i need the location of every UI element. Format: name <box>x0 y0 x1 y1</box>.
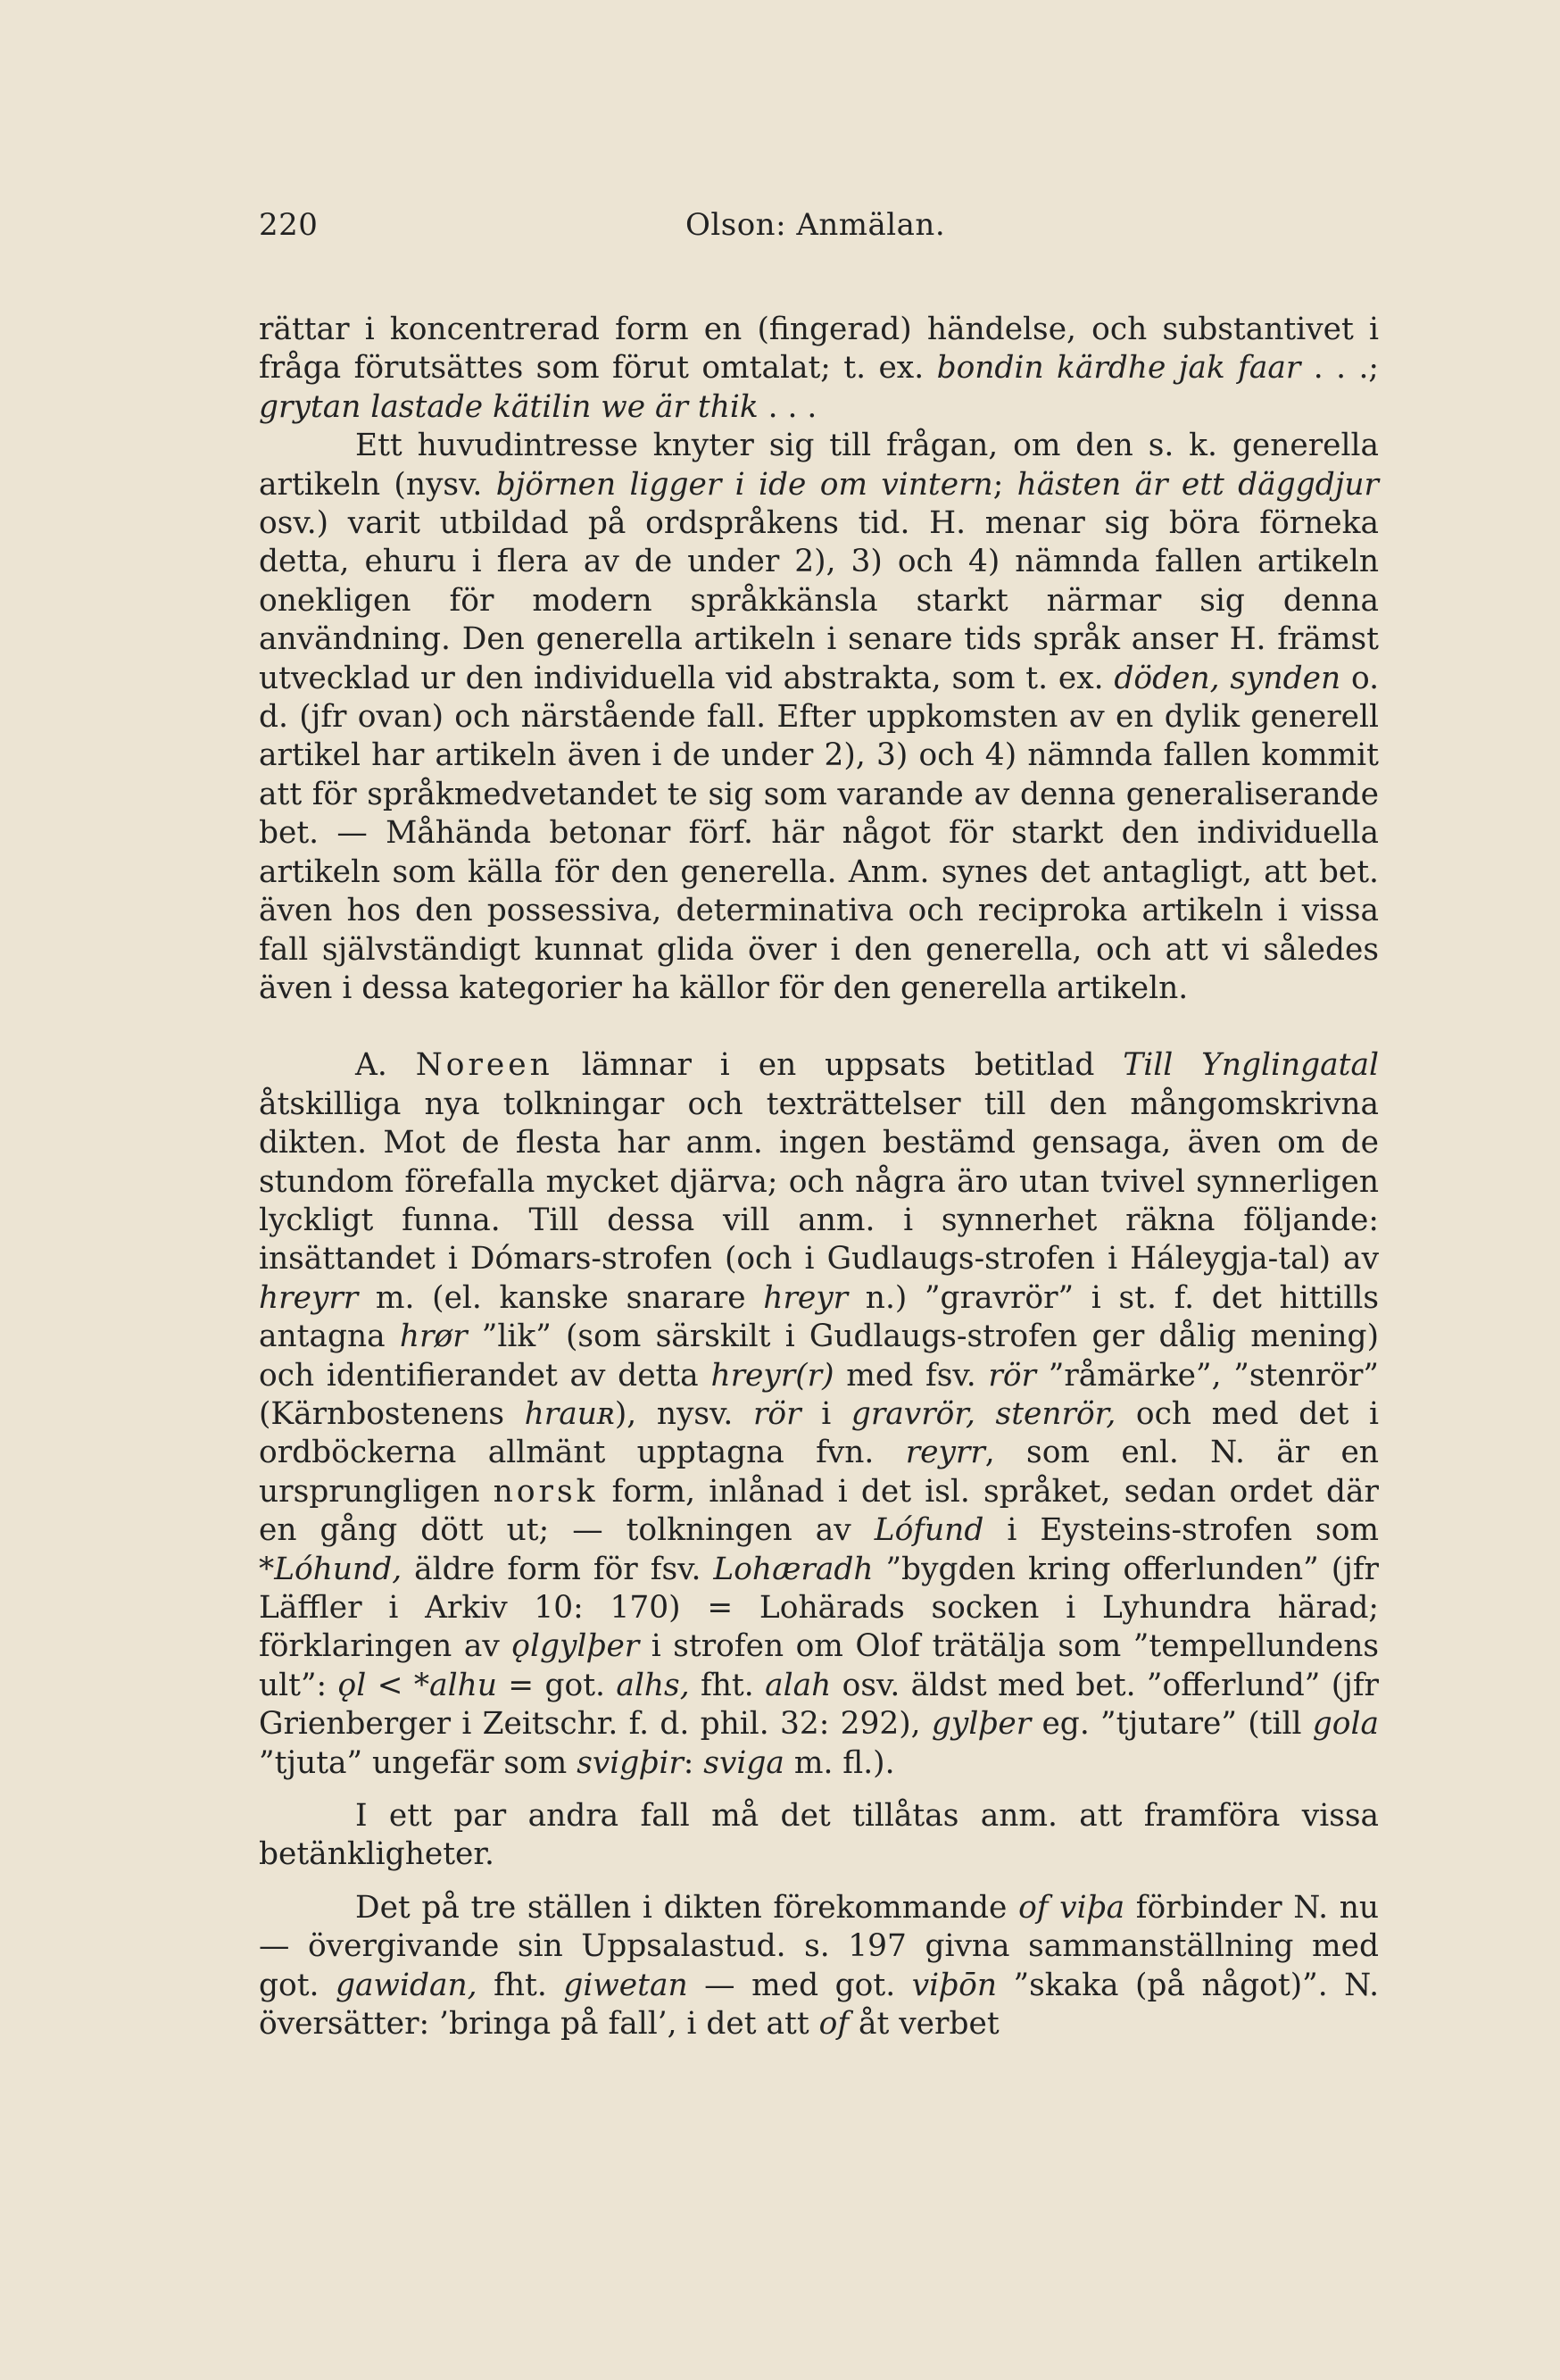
text-run: förbinder N. nu — övergivande sin Uppsalastud. s. 197 givna sammanställning med got. <box>259 1889 1379 2003</box>
running-header <box>259 207 1379 257</box>
italic-text: of <box>818 2006 850 2043</box>
text-run: . . .; <box>1300 350 1379 387</box>
italic-text: hreyrr <box>259 1279 359 1316</box>
text-run: , som enl. N. är en ursprungligen <box>259 1435 1379 1510</box>
italic-text: Lófund <box>874 1512 984 1549</box>
text-run: ”skaka (på något)”. N. översätter: ’bringa på fall’, i det att <box>259 1967 1379 2043</box>
text-run: ; <box>992 466 1017 503</box>
text-run: m. (el. kanske snarare <box>358 1279 764 1316</box>
italic-text: bondin kärdhe jak faar <box>936 350 1301 387</box>
text-run: fht. <box>689 1667 766 1703</box>
italic-text: hästen är ett däggdjur <box>1016 466 1379 503</box>
text-run: form, inlånad i det isl. språket, sedan ordet där en gång dött ut; — tolkningen av <box>259 1473 1379 1549</box>
italic-text: björnen ligger i ide om vintern <box>495 466 993 503</box>
italic-text: gravrör, stenrör, <box>851 1395 1116 1432</box>
text-run: rättar i koncentrerad form en (fingerad) händelse, och substantivet i fråga förutsättes som förut omtalat; t. ex. <box>259 312 1379 387</box>
italic-text: reyrr <box>905 1435 985 1471</box>
text-run: lämnar i en uppsats betitlad <box>552 1047 1124 1084</box>
text-run: n.) ”gravrör” i st. f. det hittills antagna <box>259 1279 1379 1355</box>
spaced-text: Noreen <box>415 1047 553 1084</box>
paragraph <box>259 1046 1379 1783</box>
text-run: eg. ”tjutare” (till <box>1031 1706 1313 1743</box>
italic-text: hreyr <box>763 1279 849 1316</box>
italic-text: rör <box>988 1357 1036 1394</box>
text-run: I ett par andra fall må det tillåtas anm. att framföra vissa betänkligheter. <box>259 1798 1379 1873</box>
italic-text: Till Ynglingatal <box>1123 1047 1379 1084</box>
text-run: Ett huvudintresse knyter sig till frågan, om den s. k. generella artikeln (nysv. <box>259 428 1379 503</box>
paragraph <box>259 311 1379 427</box>
italic-text: of viþa <box>1018 1889 1125 1926</box>
text-run: och med det i ordböckerna allmänt upptagna fvn. <box>259 1395 1379 1471</box>
italic-text: viþōn <box>911 1967 997 2003</box>
italic-text: gola <box>1312 1706 1380 1743</box>
body-text <box>259 311 1379 2043</box>
text-run: ), nysv. <box>614 1395 753 1432</box>
running-title: Olson: Anmälan. <box>685 207 946 243</box>
text-run: < * <box>366 1667 430 1703</box>
text-run: m. fl.). <box>784 1744 895 1781</box>
text-run: A. <box>355 1047 416 1084</box>
paragraph <box>259 1889 1379 2044</box>
text-run: — med got. <box>687 1967 912 2003</box>
text-run: i strofen om Olof trätälja som ”tempellundens ult”: <box>259 1628 1379 1703</box>
text-run: åtskilliga nya tolkningar och texträttelser till den mångomskrivna dikten. Mot de flesta har anm. ingen bestämd gensaga, även om de stundom förefalla mycket djärva; och några äro utan tvivel synnerligen lyckligt funna. Till dessa vill anm. i synnerhet räkna följande: insättandet i Dómars-strofen (och i Gudlaugs-strofen i Háleygja-tal) av <box>259 1086 1379 1277</box>
italic-text: rör <box>752 1395 801 1432</box>
text-run: ”råmärke”, ”stenrör” (Kärnbostenens <box>259 1357 1379 1432</box>
italic-text: giwetan <box>563 1967 688 2003</box>
text-run: osv. äldst med bet. ”offerlund” (jfr Grienberger i Zeitschr. f. d. phil. 32: 292), <box>259 1667 1379 1743</box>
text-run: ”lik” (som särskilt i Gudlaugs-strofen ger dålig mening) och identifierandet av detta <box>259 1319 1379 1394</box>
italic-text: alhs, <box>616 1667 690 1703</box>
text-run: äldre form för fsv. <box>402 1551 714 1587</box>
italic-text: ǫl <box>337 1667 367 1703</box>
text-run: = got. <box>496 1667 617 1703</box>
italic-text: svigþir <box>577 1744 684 1781</box>
italic-text: grytan lastade kätilin we är thik <box>259 388 759 425</box>
text-run: . . . <box>758 388 817 425</box>
text-run: osv.) varit utbildad på ordspråkens tid. H. menar sig böra förneka detta, ehuru i flera av de under 2), 3) och 4) nämnda fallen artikeln onekligen för modern språkkänsla starkt närmar sig denna användning. Den generella artikeln i senare tids språk anser H. främst utvecklad ur den individuella vid abstrakta, som t. ex. <box>259 505 1379 696</box>
italic-text: Lohæradh <box>713 1551 874 1587</box>
page-number: 220 <box>259 207 319 243</box>
text-run: : <box>683 1744 704 1781</box>
text-run: fht. <box>477 1967 564 2003</box>
italic-text: döden, synden <box>1114 660 1341 696</box>
italic-text: Lóhund, <box>274 1551 402 1587</box>
italic-text: gawidan, <box>336 1967 477 2003</box>
italic-text: alah <box>765 1667 832 1703</box>
text-run: med fsv. <box>834 1357 989 1394</box>
text-run: i <box>801 1395 851 1432</box>
text-run: ”tjuta” ungefär som <box>259 1744 577 1781</box>
italic-text: sviga <box>703 1744 784 1781</box>
book-page <box>259 207 1379 2043</box>
italic-text: hreyr(r) <box>710 1357 834 1394</box>
italic-text: hrør <box>399 1319 468 1355</box>
text-run: ”bygden kring offerlunden” (jfr Läffler i Arkiv 10: 170) = Lohärads socken i Lyhundra härad; förklaringen av <box>259 1551 1379 1665</box>
text-run: o. d. (jfr ovan) och närstående fall. Efter uppkomsten av en dylik generell artikel har artikeln även i de under 2), 3) och 4) nämnda fallen kommit att för språkmedvetandet te sig som varande av denna generaliserande bet. — Måhända betonar förf. här något för starkt den individuella artikeln som källa för den generella. Anm. synes det antagligt, att bet. även hos den possessiva, determinativa och reciproka artikeln i vissa fall självständigt kunnat glida över i den generella, och att vi således även i dessa kategorier ha källor för den generella artikeln. <box>259 660 1380 1006</box>
paragraph <box>259 1797 1379 1875</box>
italic-text: ǫlgylþer <box>511 1628 640 1665</box>
spaced-text: norsk <box>493 1473 599 1510</box>
italic-text: gylþer <box>931 1706 1032 1743</box>
italic-text: alhu <box>429 1667 497 1703</box>
text-run: Det på tre ställen i dikten förekommande <box>355 1889 1019 1926</box>
paragraph <box>259 427 1379 1008</box>
italic-text: hrauʀ <box>524 1395 615 1432</box>
text-run: åt verbet <box>849 2006 1000 2043</box>
text-run: i Eysteins-strofen som * <box>259 1512 1380 1587</box>
